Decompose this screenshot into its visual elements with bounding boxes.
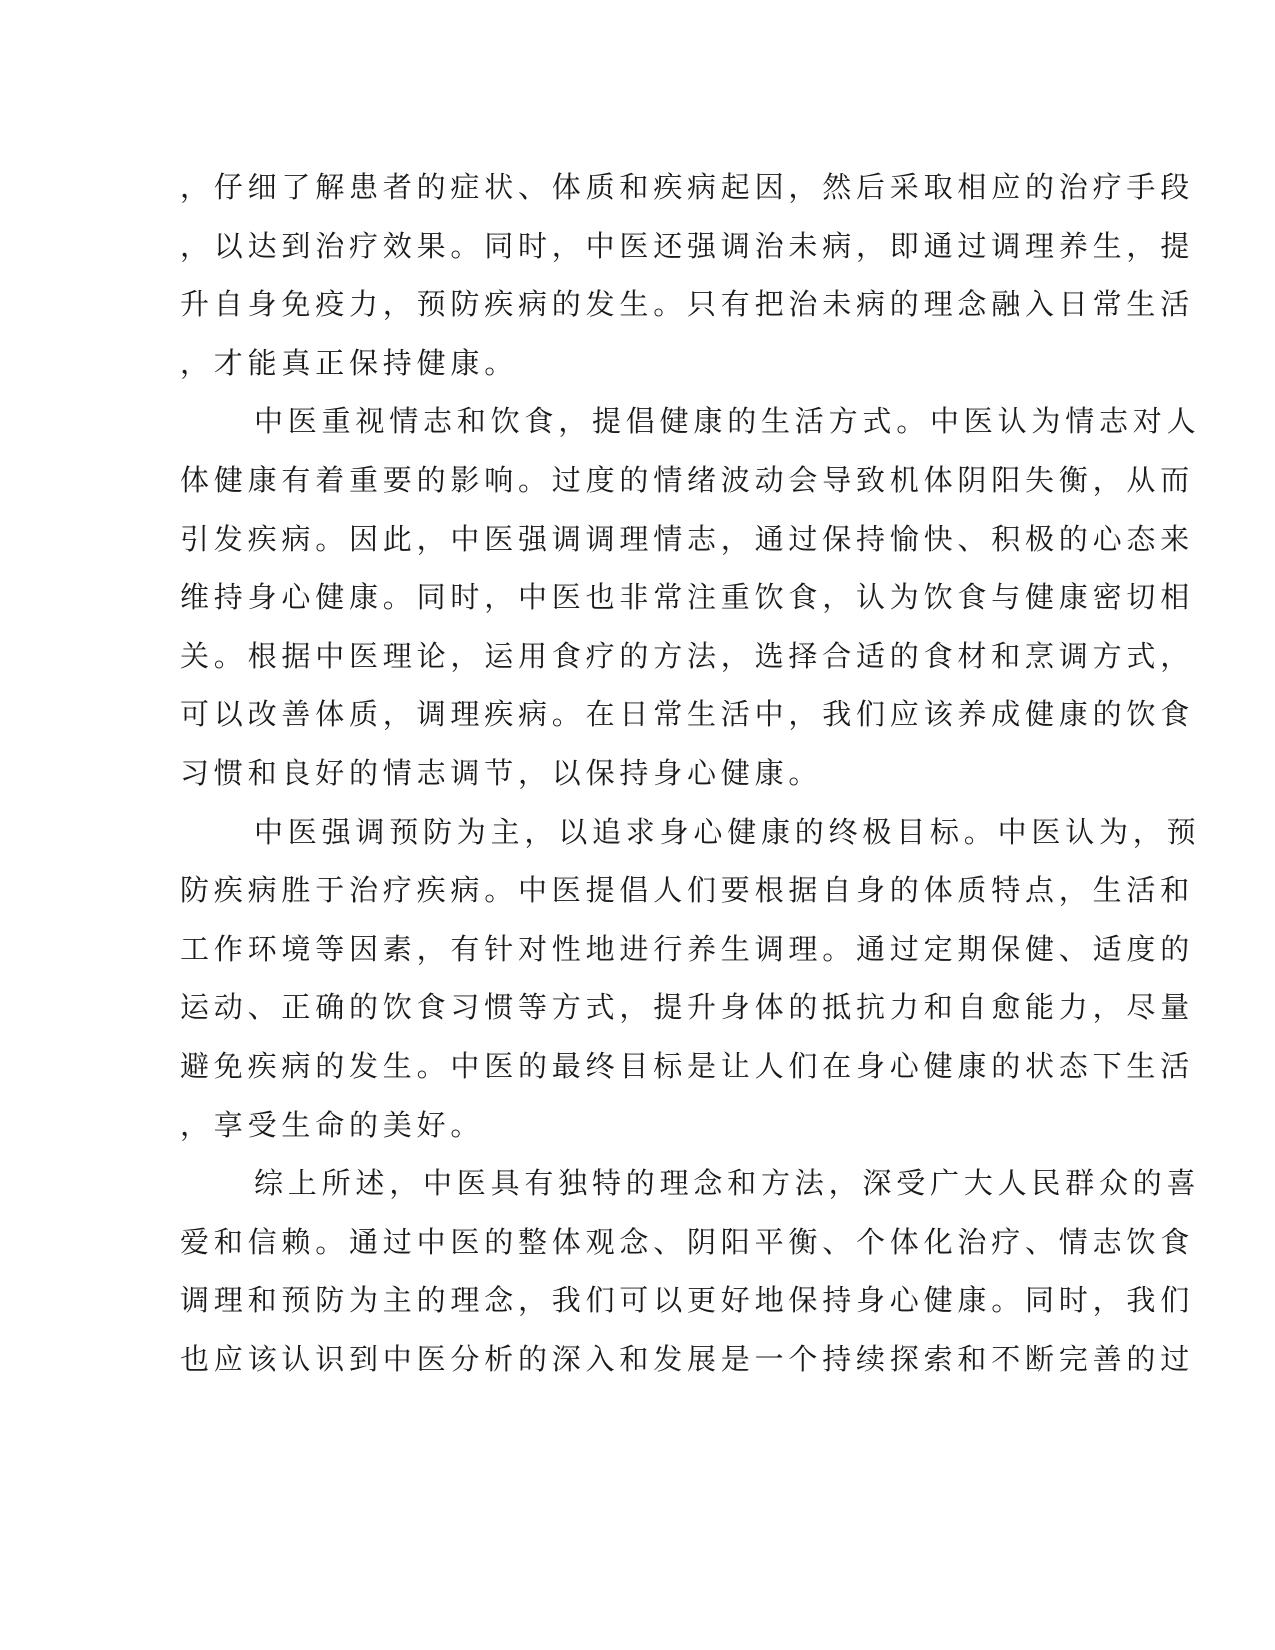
- text-line: 体健康有着重要的影响。过度的情绪波动会导致机体阴阳失衡，从而: [180, 462, 1195, 497]
- text-line: 维持身心健康。同时，中医也非常注重饮食，认为饮食与健康密切相: [180, 580, 1195, 615]
- text-line: 关。根据中医理论，运用食疗的方法，选择合适的食材和烹调方式，: [180, 638, 1195, 673]
- text-line: ，仔细了解患者的症状、体质和疾病起因，然后采取相应的治疗手段: [180, 170, 1195, 204]
- text-line: 防疾病胜于治疗疾病。中医提倡人们要根据自身的体质特点，生活和: [180, 873, 1195, 908]
- text-line: ，才能真正保持健康。: [180, 345, 519, 380]
- paragraph-first-line: 中医重视情志和饮食，提倡健康的生活方式。中医认为情志对人: [254, 404, 1201, 439]
- text-line: 调理和预防为主的理念，我们可以更好地保持身心健康。同时，我们: [180, 1283, 1195, 1318]
- text-line: 习惯和良好的情志调节，以保持身心健康。: [180, 755, 823, 790]
- text-line: 也应该认识到中医分析的深入和发展是一个持续探索和不断完善的过: [180, 1341, 1195, 1376]
- text-line: 爱和信赖。通过中医的整体观念、阴阳平衡、个体化治疗、情志饮食: [180, 1224, 1195, 1259]
- paragraph-first-line: 综上所述，中医具有独特的理念和方法，深受广大人民群众的喜: [254, 1166, 1201, 1201]
- text-line: ，以达到治疗效果。同时，中医还强调治未病，即通过调理养生，提: [180, 228, 1195, 263]
- text-line: 避免疾病的发生。中医的最终目标是让人们在身心健康的状态下生活: [180, 1048, 1195, 1083]
- text-line: ，享受生命的美好。: [180, 1107, 485, 1142]
- body-text: [180, 158, 1201, 1388]
- text-line: 工作环境等因素，有针对性地进行养生调理。通过定期保健、适度的: [180, 931, 1195, 966]
- text-line: 升自身免疫力，预防疾病的发生。只有把治未病的理念融入日常生活: [180, 287, 1195, 322]
- text-line: 可以改善体质，调理疾病。在日常生活中，我们应该养成健康的饮食: [180, 697, 1195, 732]
- text-line: 运动、正确的饮食习惯等方式，提升身体的抵抗力和自愈能力，尽量: [180, 990, 1195, 1025]
- paragraph-first-line: 中医强调预防为主，以追求身心健康的终极目标。中医认为，预: [254, 814, 1201, 849]
- text-line: 引发疾病。因此，中医强调调理情志，通过保持愉快、积极的心态来: [180, 521, 1195, 556]
